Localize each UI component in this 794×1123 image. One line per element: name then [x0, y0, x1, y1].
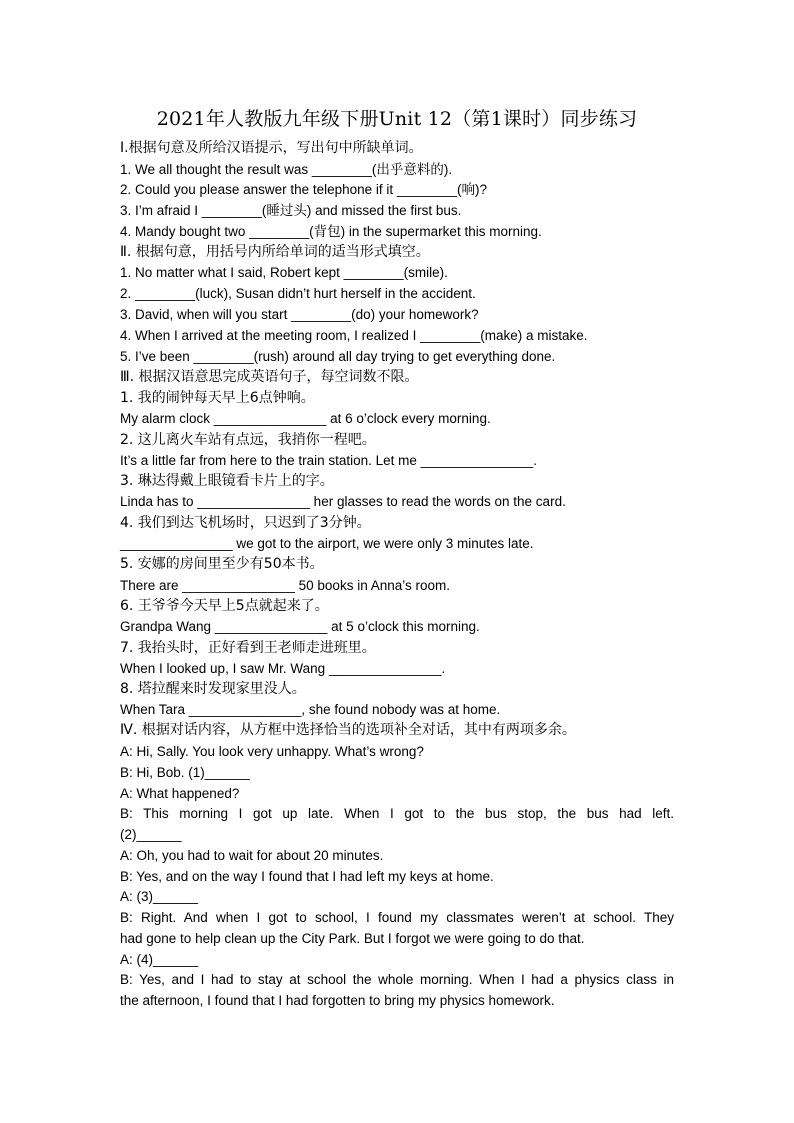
- dialogue-line: A: Hi, Sally. You look very unhappy. What’s wrong?: [120, 744, 424, 759]
- chinese-prompt: 3. 琳达得戴上眼镜看卡片上的字。: [120, 473, 334, 489]
- question-line: 2. ________(luck), Susan didn’t hurt herself in the accident.: [120, 286, 476, 301]
- section-4-heading: Ⅳ. 根据对话内容，从方框中选择恰当的选项补全对话，其中有两项多余。: [120, 722, 576, 738]
- dialogue-line: A: (4)______: [120, 952, 199, 967]
- question-line: _______________ we got to the airport, we were only 3 minutes late.: [120, 536, 534, 551]
- chinese-prompt: 7. 我抬头时，正好看到王老师走进班里。: [120, 640, 376, 656]
- dialogue-line: the afternoon, I found that I had forgotten to bring my physics homework.: [120, 993, 555, 1008]
- chinese-prompt: 1. 我的闹钟每天早上6点钟响。: [120, 390, 315, 406]
- chinese-prompt: 4. 我们到达飞机场时，只迟到了3分钟。: [120, 515, 371, 531]
- question-line: 3. David, when will you start ________(do) your homework?: [120, 307, 479, 322]
- chinese-prompt: 2. 这儿离火车站有点远，我捎你一程吧。: [120, 432, 376, 448]
- question-line: Linda has to _______________ her glasses to read the words on the card.: [120, 494, 566, 509]
- section-3-heading: Ⅲ. 根据汉语意思完成英语句子，每空词数不限。: [120, 369, 419, 385]
- question-line: 1. No matter what I said, Robert kept ________(smile).: [120, 265, 448, 280]
- dialogue-line: A: Oh, you had to wait for about 20 minutes.: [120, 848, 384, 863]
- dialogue-line: B: Hi, Bob. (1)______: [120, 765, 250, 780]
- question-line: When I looked up, I saw Mr. Wang _______________.: [120, 661, 446, 676]
- question-line: My alarm clock _______________ at 6 o’clock every morning.: [120, 411, 491, 426]
- question-line: It’s a little far from here to the train station. Let me _______________.: [120, 453, 538, 468]
- page-title: 2021年人教版九年级下册Unit 12（第1课时）同步练习: [156, 108, 638, 130]
- dialogue-line: had gone to help clean up the City Park. But I forgot we were going to do that.: [120, 931, 585, 946]
- dialogue-line: (2)______: [120, 827, 182, 842]
- chinese-prompt: 6. 王爷爷今天早上5点就起来了。: [120, 598, 329, 614]
- dialogue-line: B: This morning I got up late. When I got to the bus stop, the bus had left.: [120, 806, 674, 821]
- dialogue-line: B: Yes, and I had to stay at school the whole morning. When I had a physics class in: [120, 972, 674, 987]
- chinese-prompt: 8. 塔拉醒来时发现家里没人。: [120, 681, 306, 697]
- question-line: 5. I’ve been ________(rush) around all day trying to get everything done.: [120, 349, 556, 364]
- dialogue-line: B: Yes, and on the way I found that I had left my keys at home.: [120, 869, 494, 884]
- section-2-heading: Ⅱ. 根据句意，用括号内所给单词的适当形式填空。: [120, 244, 430, 260]
- question-line: 3. I’m afraid I ________(睡过头) and missed the first bus.: [120, 203, 462, 218]
- question-line: Grandpa Wang _______________ at 5 o’clock this morning.: [120, 619, 480, 634]
- question-line: 4. Mandy bought two ________(背包) in the supermarket this morning.: [120, 224, 542, 239]
- question-line: There are _______________ 50 books in Anna’s room.: [120, 578, 450, 593]
- dialogue-line: B: Right. And when I got to school, I found my classmates weren’t at school. They: [120, 910, 674, 925]
- chinese-prompt: 5. 安娜的房间里至少有50本书。: [120, 556, 324, 572]
- dialogue-line: A: What happened?: [120, 786, 240, 801]
- dialogue-line: A: (3)______: [120, 889, 199, 904]
- question-line: 2. Could you please answer the telephone if it ________(响)?: [120, 182, 487, 197]
- question-line: 1. We all thought the result was ________(出乎意料的).: [120, 162, 453, 177]
- section-1-heading: Ⅰ.根据句意及所给汉语提示，写出句中所缺单词。: [120, 140, 423, 156]
- question-line: 4. When I arrived at the meeting room, I realized I ________(make) a mistake.: [120, 328, 588, 343]
- question-line: When Tara _______________, she found nobody was at home.: [120, 702, 501, 717]
